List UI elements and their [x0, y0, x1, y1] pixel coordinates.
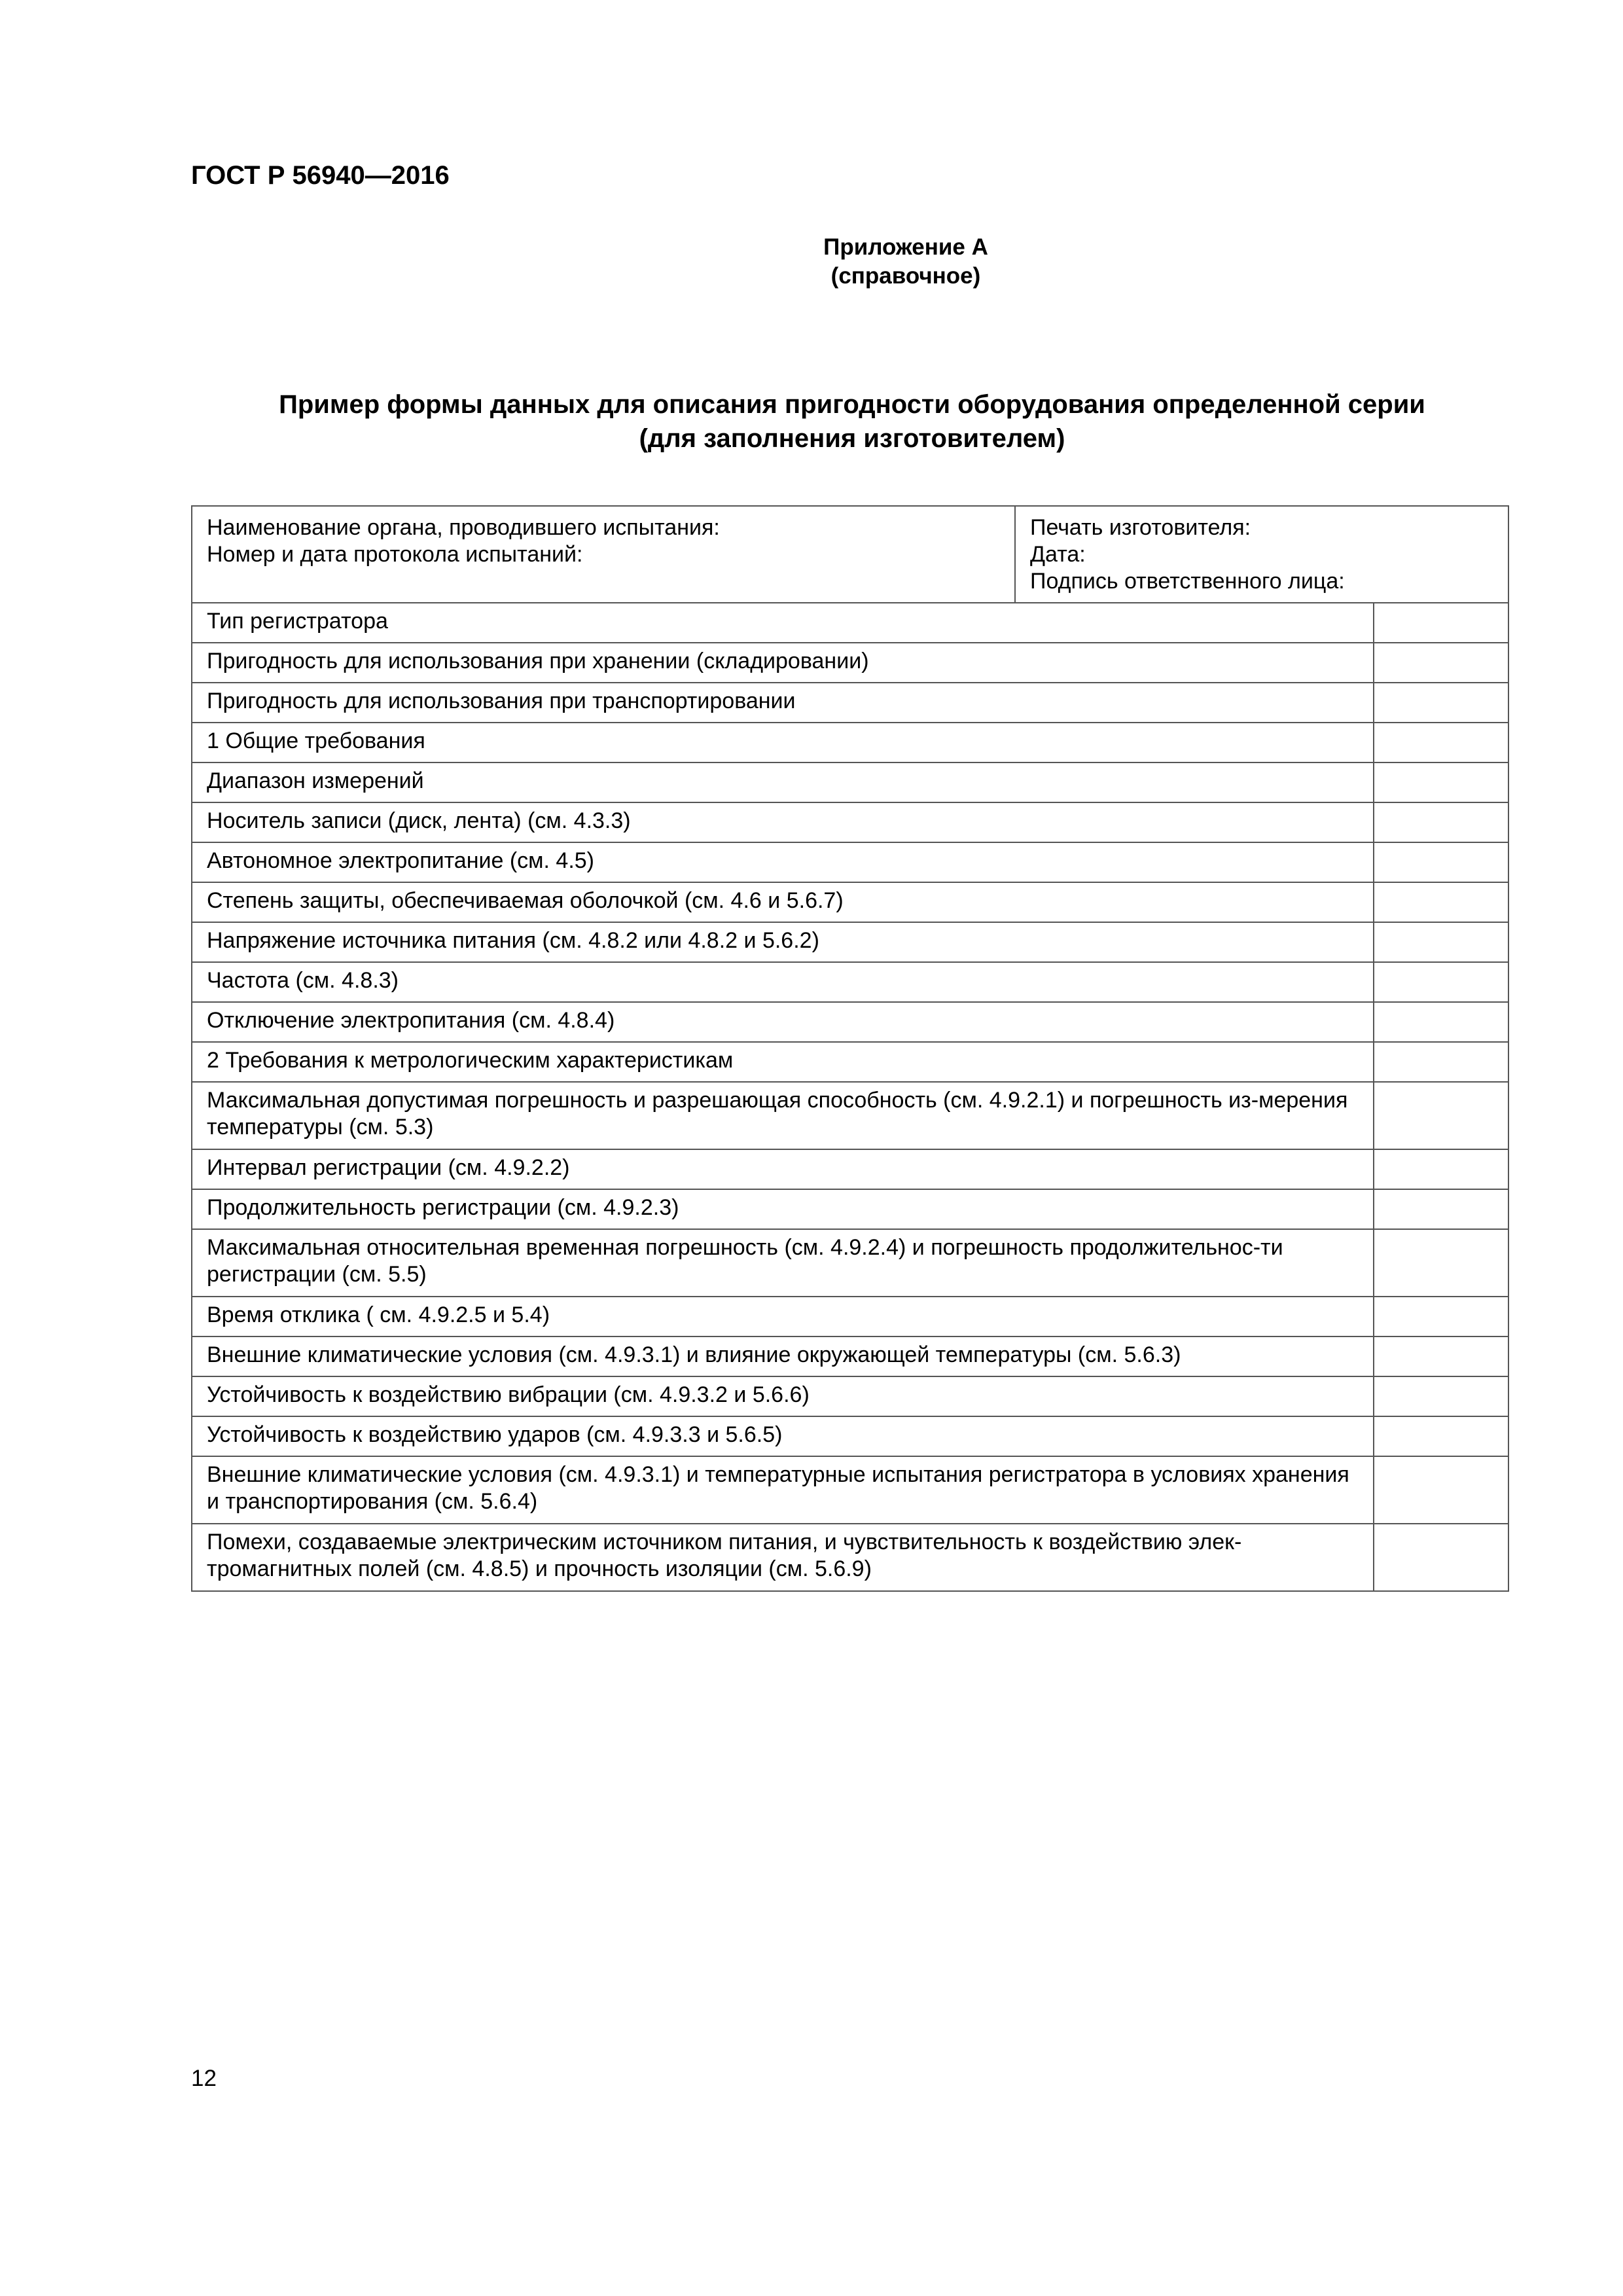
form-row-value-cell[interactable] — [1374, 882, 1508, 922]
form-header-row — [192, 506, 1508, 603]
form-title-line-1: Пример формы данных для описания пригодности оборудования определенной серии — [279, 390, 1425, 419]
form-row-value-cell[interactable] — [1374, 1002, 1508, 1042]
form-row-value-cell[interactable] — [1374, 1297, 1508, 1336]
document-code: ГОСТ Р 56940—2016 — [191, 161, 450, 190]
form-row-value-cell[interactable] — [1374, 643, 1508, 683]
form-row — [192, 1416, 1508, 1456]
form-row-label: Устойчивость к воздействию вибрации (см. 4.9.3.2 и 5.6.6) — [192, 1376, 1374, 1416]
form-row-label: Время отклика ( см. 4.9.2.5 и 5.4) — [192, 1297, 1374, 1336]
data-form-table — [191, 505, 1509, 1592]
manufacturer-stamp-cell — [1015, 506, 1508, 603]
form-row-value-cell[interactable] — [1374, 762, 1508, 802]
form-row-value-cell[interactable] — [1374, 1336, 1508, 1376]
date-label: Дата: — [1030, 542, 1086, 567]
form-row — [192, 842, 1508, 882]
form-row — [192, 1002, 1508, 1042]
page-number: 12 — [191, 2066, 217, 2091]
form-row-label: 1 Общие требования — [192, 723, 1374, 762]
form-row-value-cell[interactable] — [1374, 1416, 1508, 1456]
testing-body-cell — [192, 506, 1015, 603]
annex-title: Приложение А — [823, 234, 988, 260]
form-row-value-cell[interactable] — [1374, 802, 1508, 842]
form-row — [192, 683, 1508, 723]
form-row — [192, 1229, 1508, 1297]
form-row-value-cell[interactable] — [1374, 842, 1508, 882]
form-row-value-cell[interactable] — [1374, 723, 1508, 762]
form-title-line-2: (для заполнения изготовителем) — [639, 424, 1065, 453]
form-row — [192, 1297, 1508, 1336]
form-row-label: Носитель записи (диск, лента) (см. 4.3.3) — [192, 802, 1374, 842]
form-row-value-cell[interactable] — [1374, 922, 1508, 962]
form-row-label: Помехи, создаваемые электрическим источником питания, и чувствительность к воздействию элек-тромагнитных полей (см. 4.8.5) и прочность изоляции (см. 5.6.9) — [192, 1524, 1374, 1591]
form-row — [192, 882, 1508, 922]
form-row-label: Диапазон измерений — [192, 762, 1374, 802]
form-row-value-cell[interactable] — [1374, 1149, 1508, 1189]
form-row — [192, 1376, 1508, 1416]
form-row — [192, 643, 1508, 683]
form-row — [192, 1189, 1508, 1229]
form-row-label: Внешние климатические условия (см. 4.9.3.1) и температурные испытания регистратора в условиях хранения и транспортирования (см. 5.6.4) — [192, 1456, 1374, 1524]
form-row-label: Пригодность для использования при транспортировании — [192, 683, 1374, 723]
form-row-label: Максимальная допустимая погрешность и разрешающая способность (см. 4.9.2.1) и погрешность из-мерения температуры (см. 5.3) — [192, 1082, 1374, 1149]
form-row-value-cell[interactable] — [1374, 1456, 1508, 1524]
form-row-label: Отключение электропитания (см. 4.8.4) — [192, 1002, 1374, 1042]
form-row-label: Степень защиты, обеспечиваемая оболочкой (см. 4.6 и 5.6.7) — [192, 882, 1374, 922]
form-row — [192, 1336, 1508, 1376]
stamp-label: Печать изготовителя: — [1030, 515, 1251, 540]
form-row-value-cell[interactable] — [1374, 1082, 1508, 1149]
form-row-label: Автономное электропитание (см. 4.5) — [192, 842, 1374, 882]
testing-body-label: Наименование органа, проводившего испытания: — [207, 515, 720, 540]
form-row-label: Продолжительность регистрации (см. 4.9.2.3) — [192, 1189, 1374, 1229]
form-row-value-cell[interactable] — [1374, 1229, 1508, 1297]
form-row-label: Внешние климатические условия (см. 4.9.3.1) и влияние окружающей температуры (см. 5.6.3) — [192, 1336, 1374, 1376]
form-row — [192, 1456, 1508, 1524]
form-row-value-cell[interactable] — [1374, 1189, 1508, 1229]
protocol-label: Номер и дата протокола испытаний: — [207, 542, 583, 567]
form-row — [192, 603, 1508, 643]
form-row — [192, 802, 1508, 842]
signature-label: Подпись ответственного лица: — [1030, 569, 1345, 594]
form-row — [192, 1149, 1508, 1189]
form-row — [192, 1524, 1508, 1591]
form-row-value-cell[interactable] — [1374, 603, 1508, 643]
form-row-label: Интервал регистрации (см. 4.9.2.2) — [192, 1149, 1374, 1189]
form-row-label: Частота (см. 4.8.3) — [192, 962, 1374, 1002]
form-row-label: Пригодность для использования при хранении (складировании) — [192, 643, 1374, 683]
form-title — [191, 387, 1513, 456]
form-row-value-cell[interactable] — [1374, 683, 1508, 723]
form-row — [192, 922, 1508, 962]
annex-heading — [729, 233, 1082, 291]
form-row-value-cell[interactable] — [1374, 962, 1508, 1002]
form-row — [192, 1082, 1508, 1149]
form-row — [192, 1042, 1508, 1082]
form-row — [192, 762, 1508, 802]
form-row-value-cell[interactable] — [1374, 1376, 1508, 1416]
form-row-label: Максимальная относительная временная погрешность (см. 4.9.2.4) и погрешность продолжительнос-ти регистрации (см. 5.5) — [192, 1229, 1374, 1297]
form-row-label: 2 Требования к метрологическим характеристикам — [192, 1042, 1374, 1082]
form-row-value-cell[interactable] — [1374, 1042, 1508, 1082]
form-row — [192, 962, 1508, 1002]
form-row-value-cell[interactable] — [1374, 1524, 1508, 1591]
form-row-label: Напряжение источника питания (см. 4.8.2 или 4.8.2 и 5.6.2) — [192, 922, 1374, 962]
annex-type: (справочное) — [830, 263, 981, 289]
form-row-label: Устойчивость к воздействию ударов (см. 4.9.3.3 и 5.6.5) — [192, 1416, 1374, 1456]
form-row — [192, 723, 1508, 762]
form-row-label: Тип регистратора — [192, 603, 1374, 643]
